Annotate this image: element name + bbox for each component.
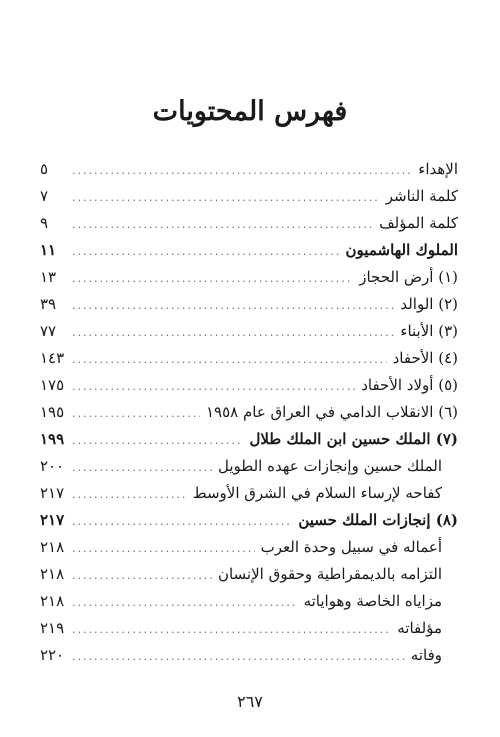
dot-leader (72, 589, 298, 616)
dot-leader (72, 427, 243, 454)
toc-entry-title: مؤلفاته (397, 619, 442, 637)
dot-leader (72, 562, 212, 589)
toc-entry (40, 615, 458, 642)
toc-entry-title: الملك حسين وإنجازات عهده الطويل (218, 457, 442, 475)
toc-entry (40, 237, 458, 264)
dot-leader (72, 373, 355, 400)
toc-entry (40, 642, 458, 669)
toc-entry-page-number: ١٩٩ (40, 430, 65, 448)
toc-entry-title: أعماله في سبيل وحدة العرب (260, 538, 442, 556)
toc-entry-page-number: ٢٠٠ (40, 457, 65, 475)
toc-entry-title: وفاته (410, 646, 442, 664)
toc-entry (40, 156, 458, 183)
toc-entry-page-number: ١٣ (40, 268, 57, 286)
toc-entry-page-number: ١٩٥ (40, 403, 65, 421)
toc-entry-page-number: ٢١٧ (40, 511, 65, 529)
toc-entry-page-number: ٧٧ (40, 322, 57, 340)
toc-entry-page-number: ٧ (40, 187, 49, 205)
toc-entry (40, 183, 458, 210)
toc-entry-title: (٣) الأبناء (400, 322, 458, 340)
dot-leader (72, 346, 387, 373)
toc-entry-page-number: ٢١٩ (40, 619, 65, 637)
toc-entry-page-number: ٥ (40, 160, 49, 178)
toc-entry-page-number: ٢٢٠ (40, 646, 65, 664)
dot-leader (72, 454, 212, 481)
dot-leader (72, 184, 380, 211)
toc-entry-title: كفاحه لإرساء السلام في الشرق الأوسط (192, 484, 442, 502)
toc-entry-title: (٤) الأحفاد (392, 349, 458, 367)
page-number: ٢٦٧ (237, 692, 263, 711)
toc-entry-page-number: ١٧٥ (40, 376, 65, 394)
dot-leader (72, 508, 292, 535)
toc-entry (40, 588, 458, 615)
dot-leader (72, 616, 391, 643)
toc-entry (40, 345, 458, 372)
toc-entry (40, 318, 458, 345)
dot-leader (72, 238, 340, 265)
dot-leader (72, 157, 412, 184)
toc-entry-title: (٥) أولاد الأحفاد (361, 376, 458, 394)
dot-leader (72, 292, 394, 319)
toc-entry-page-number: ٢١٨ (40, 592, 65, 610)
toc-entry (40, 507, 458, 534)
page-title: فهرس المحتويات (152, 96, 348, 127)
toc-entry (40, 264, 458, 291)
dot-leader (72, 481, 187, 508)
toc-entry-page-number: ٢١٨ (40, 538, 65, 556)
toc-entry (40, 480, 458, 507)
toc-entry-title: الملوك الهاشميون (345, 241, 458, 259)
toc-entry-title: كلمة الناشر (385, 187, 458, 205)
table-of-contents (40, 156, 458, 669)
toc-entry (40, 291, 458, 318)
toc-entry-title: (٦) الانقلاب الدامي في العراق عام ١٩٥٨ (205, 403, 458, 421)
dot-leader (72, 211, 373, 238)
toc-entry-title: (٢) الوالد (400, 295, 458, 313)
toc-entry (40, 534, 458, 561)
toc-entry-title: كلمة المؤلف (379, 214, 458, 232)
toc-entry-page-number: ٣٩ (40, 295, 57, 313)
toc-entry-title: (١) أرض الحجاز (359, 268, 458, 286)
toc-entry (40, 210, 458, 237)
dot-leader (72, 643, 405, 670)
toc-entry-title: الإهداء (418, 160, 458, 178)
toc-entry (40, 399, 458, 426)
toc-entry (40, 453, 458, 480)
toc-entry-page-number: ٢١٧ (40, 484, 65, 502)
toc-entry (40, 372, 458, 399)
toc-entry (40, 561, 458, 588)
dot-leader (72, 400, 200, 427)
toc-entry-page-number: ١٤٣ (40, 349, 65, 367)
dot-leader (72, 265, 353, 292)
toc-entry-page-number: ٢١٨ (40, 565, 65, 583)
toc-entry-title: مزاياه الخاصة وهواياته (303, 592, 442, 610)
toc-entry-page-number: ١١ (40, 241, 57, 259)
toc-entry-title: (٨) إنجازات الملك حسين (298, 511, 458, 529)
dot-leader (72, 535, 255, 562)
toc-entry-title: التزامه بالديمقراطية وحقوق الإنسان (217, 565, 442, 583)
dot-leader (72, 319, 394, 346)
toc-entry-title: (٧) الملك حسين ابن الملك طلال (249, 430, 458, 448)
toc-entry-page-number: ٩ (40, 214, 49, 232)
toc-entry (40, 426, 458, 453)
